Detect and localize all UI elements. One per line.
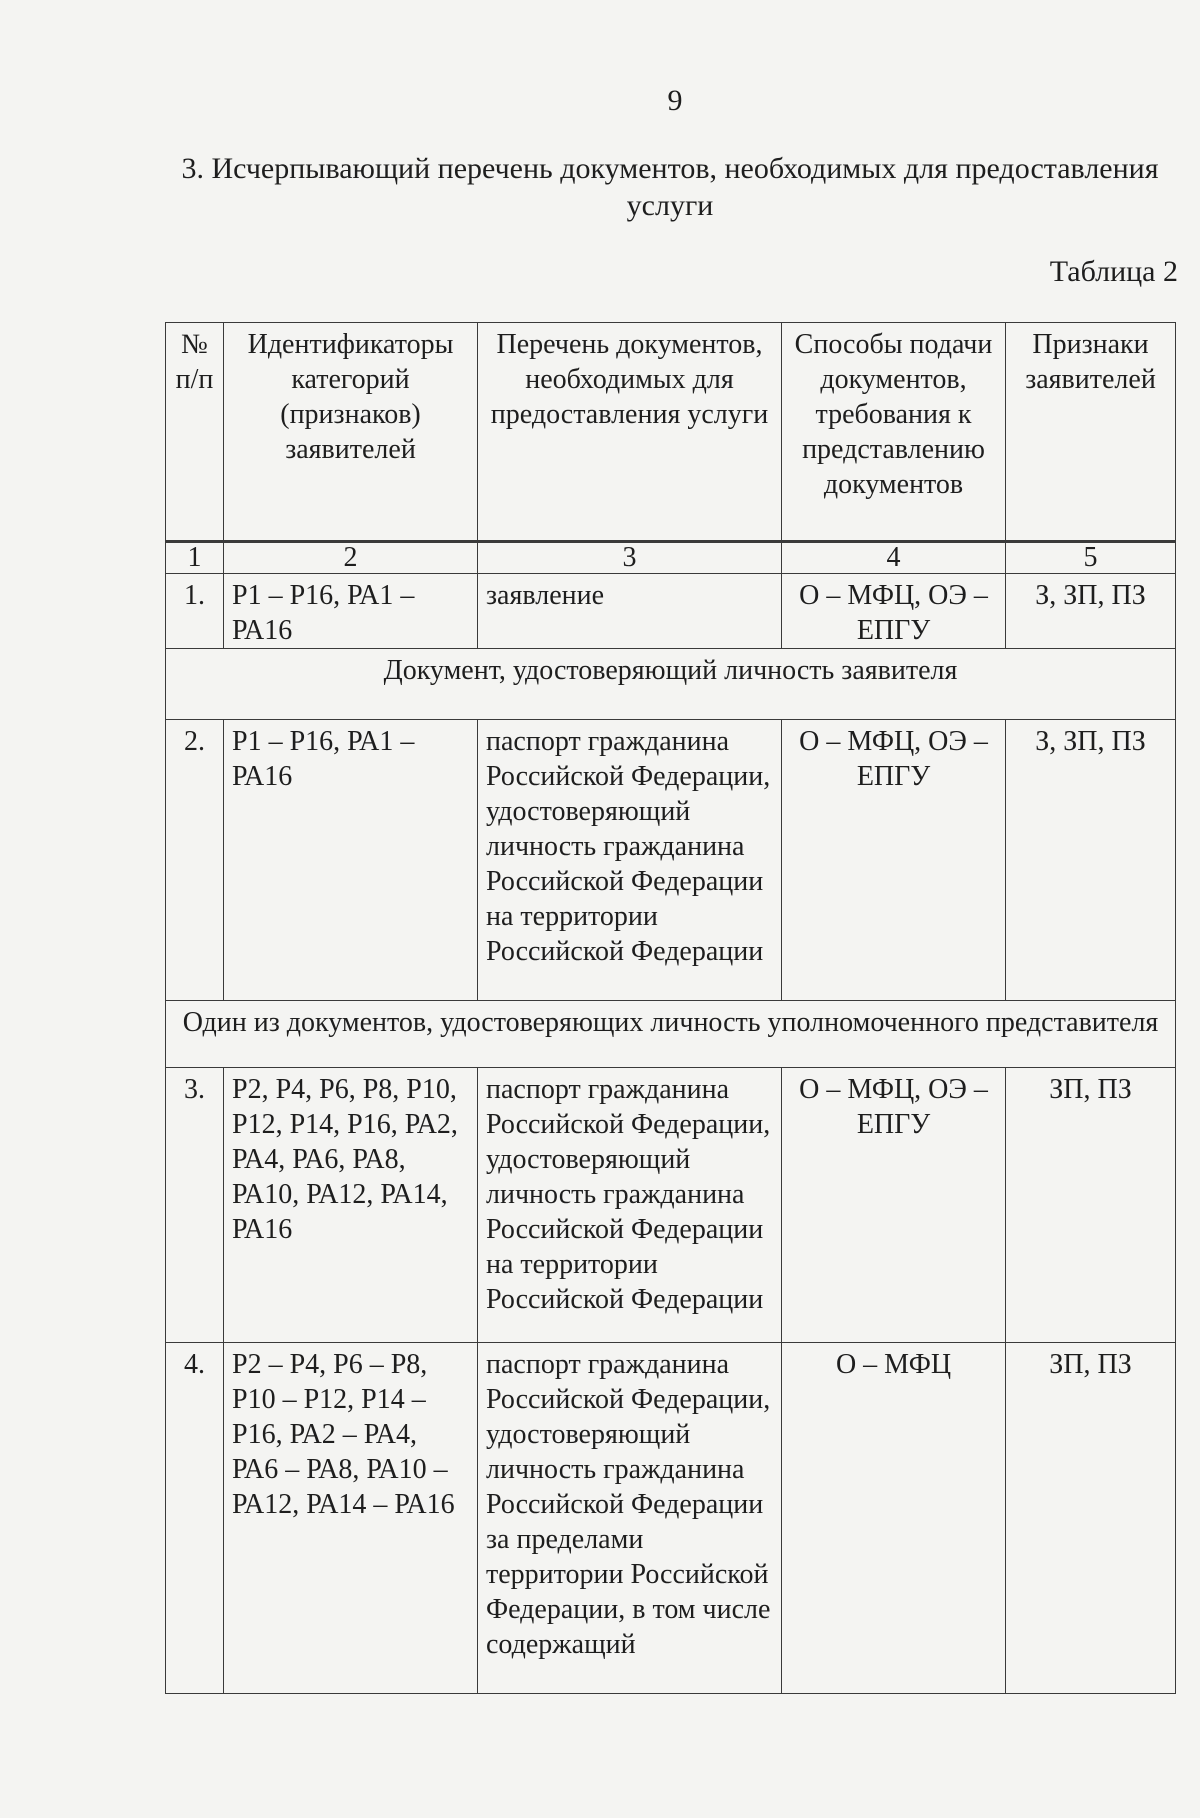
column-numbers-row [166, 542, 1176, 574]
header-cell-number: № п/п [166, 323, 224, 542]
row-number: 3. [166, 1068, 224, 1343]
row-signs: З, ЗП, ПЗ [1006, 574, 1176, 649]
column-number: 5 [1006, 542, 1176, 574]
row-document: заявление [478, 574, 782, 649]
section-title: Один из документов, удостоверяющих личность уполномоченного представителя [166, 1001, 1176, 1068]
row-signs: З, ЗП, ПЗ [1006, 720, 1176, 1001]
row-identifiers: Р2, Р4, Р6, Р8, Р10, Р12, Р14, Р16, РА2, РА4, РА6, РА8, РА10, РА12, РА14, РА16 [224, 1068, 478, 1343]
row-identifiers: Р2 – Р4, Р6 – Р8, Р10 – Р12, Р14 – Р16, РА2 – РА4, РА6 – РА8, РА10 – РА12, РА14 – РА16 [224, 1343, 478, 1694]
row-method: О – МФЦ [782, 1343, 1006, 1694]
row-number: 4. [166, 1343, 224, 1694]
section-row [166, 1001, 1176, 1068]
section-title: Документ, удостоверяющий личность заявителя [166, 649, 1176, 720]
header-cell-signs: Признаки заявителей [1006, 323, 1176, 542]
row-signs: ЗП, ПЗ [1006, 1343, 1176, 1694]
column-number: 3 [478, 542, 782, 574]
row-method: О – МФЦ, ОЭ – ЕПГУ [782, 1068, 1006, 1343]
row-document: паспорт гражданина Российской Федерации, удостоверяющий личность гражданина Российской Федерации за пределами территории Российской Федерации, в том числе содержащий [478, 1343, 782, 1694]
row-number: 1. [166, 574, 224, 649]
row-signs: ЗП, ПЗ [1006, 1068, 1176, 1343]
section-row [166, 649, 1176, 720]
table-header-row [166, 323, 1176, 542]
row-method: О – МФЦ, ОЭ – ЕПГУ [782, 720, 1006, 1001]
table-label: Таблица 2 [1049, 255, 1178, 288]
row-identifiers: Р1 – Р16, РА1 – РА16 [224, 720, 478, 1001]
header-cell-identifiers: Идентификаторы категорий (признаков) заявителей [224, 323, 478, 542]
table-row [166, 574, 1176, 649]
row-document: паспорт гражданина Российской Федерации, удостоверяющий личность гражданина Российской Федерации на территории Российской Федерации [478, 1068, 782, 1343]
header-cell-methods: Способы подачи документов, требования к представлению документов [782, 323, 1006, 542]
row-number: 2. [166, 720, 224, 1001]
header-cell-documents: Перечень документов, необходимых для предоставления услуги [478, 323, 782, 542]
documents-table [165, 322, 1176, 1694]
column-number: 1 [166, 542, 224, 574]
column-number: 2 [224, 542, 478, 574]
row-identifiers: Р1 – Р16, РА1 – РА16 [224, 574, 478, 649]
table-row [166, 720, 1176, 1001]
section-heading: 3. Исчерпывающий перечень документов, необходимых для предоставления услуги [181, 152, 1159, 222]
column-number: 4 [782, 542, 1006, 574]
row-document: паспорт гражданина Российской Федерации, удостоверяющий личность гражданина Российской Федерации на территории Российской Федерации [478, 720, 782, 1001]
row-method: О – МФЦ, ОЭ – ЕПГУ [782, 574, 1006, 649]
page-number: 9 [667, 84, 683, 117]
table-row [166, 1343, 1176, 1694]
table-row [166, 1068, 1176, 1343]
